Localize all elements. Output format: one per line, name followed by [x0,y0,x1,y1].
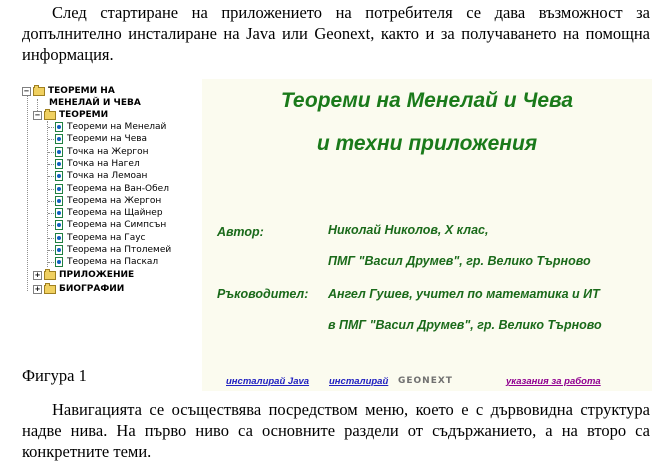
tree-item-label: Точка на Нагел [67,158,140,169]
tree-item[interactable] [55,233,146,243]
author-school: ПМГ "Васил Друмев", гр. Велико Търново [328,254,591,268]
collapse-icon[interactable]: − [23,86,30,95]
expand-icon[interactable]: + [34,270,41,279]
tree-item[interactable] [55,196,161,206]
figure-caption: Фигура 1 [22,366,87,385]
install-java-link[interactable]: инсталирай Java [226,376,310,387]
tree-item[interactable] [55,134,147,144]
geonext-logo[interactable]: GEONEXT [398,376,453,386]
tree-item[interactable] [55,184,169,194]
content-subtitle: и техни приложения [316,132,538,155]
supervisor-school: в ПМГ "Васил Друмев", гр. Велико Търново [328,318,602,332]
content-title: Теореми на Менелай и Чева [280,89,574,112]
author-label: Автор: [217,225,264,239]
install-geonext-link[interactable]: инсталирай [329,376,389,387]
page-icon [55,245,63,255]
tree-item-label: Теорема на Гаус [67,232,146,243]
folder-icon [44,271,56,280]
tree-item-label: Теорема на Жергон [67,195,162,206]
page-icon [55,171,63,181]
author-name: Николай Николов, X клас, [328,223,489,237]
page-icon [55,147,63,157]
navigation-paragraph: Навигацията се осъществява посредством меню, което е с дървовидна структура надве нива. На първо ниво са основните раздели от съдържанието, а на второ са конкретните теми. [22,400,650,461]
folder-open-icon [33,87,45,96]
tree-item[interactable] [55,122,166,132]
tree-item[interactable] [55,257,158,267]
tree-item-label: Теорема на Паскал [67,257,159,268]
page-icon [55,184,63,194]
tree-item-label: Теореми на Менелай [67,122,167,132]
supervisor-name: Ангел Гушев, учител по математика и ИТ [328,287,600,301]
tree-root-label-line2: МЕНЕЛАЙ И ЧЕВА [49,98,141,108]
tree-folder-biographies[interactable]: + БИОГРАФИИ [34,284,125,294]
content-pane [202,79,652,391]
application-screenshot [22,79,652,391]
page-icon [55,257,63,267]
tree-item[interactable] [55,208,163,218]
tree-item[interactable] [55,220,166,230]
tree-item[interactable] [55,245,171,255]
intro-paragraph: След стартиране на приложението на потребителя се дава възможност за допълнително инсталиране на Java или Geonext, както и за получаването на помощна информация. [22,3,650,64]
tree-item-label: Точка на Жергон [67,146,149,157]
page-icon [55,134,63,144]
folder-icon [44,285,56,294]
tree-item[interactable] [55,147,148,157]
expand-icon[interactable]: + [34,284,41,293]
tree-item[interactable] [55,171,147,181]
navigation-tree [22,79,202,391]
tree-item-label: Теорема на Ван-Обел [67,183,169,194]
tree-item-label: Точка на Лемоан [67,171,148,182]
page-icon [55,233,63,243]
tree-folder-application[interactable]: + ПРИЛОЖЕНИЕ [34,270,135,280]
tree-root[interactable]: − ТЕОРЕМИ НА [23,86,115,96]
page-icon [55,159,63,169]
tree-item[interactable] [55,159,140,169]
tree-folder-theorems[interactable]: − ТЕОРЕМИ [34,110,109,120]
tree-item-label: Теорема на Щайнер [67,208,163,219]
folder-open-icon [44,111,56,120]
page-icon [55,122,63,132]
page-icon [55,196,63,206]
tree-item-label: Теорема на Симпсън [67,220,167,231]
page-icon [55,220,63,230]
instructions-link[interactable]: указания за работа [506,376,601,387]
tree-item-label: Теорема на Птолемей [67,245,172,255]
tree-item-label: Теореми на Чева [67,134,148,145]
collapse-icon[interactable]: − [34,110,41,119]
page-icon [55,208,63,218]
supervisor-label: Ръководител: [217,287,309,301]
